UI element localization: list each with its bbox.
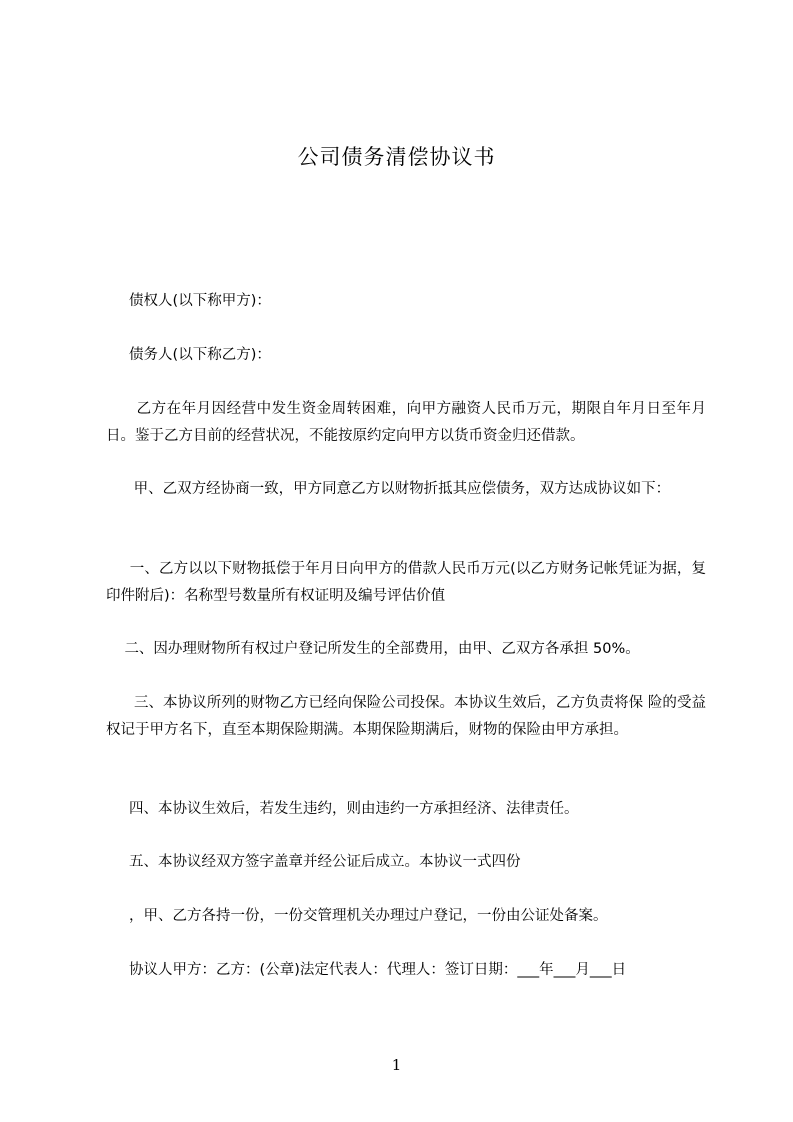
clause-1: 一、乙方以以下财物抵偿于年月日向甲方的借款人民币万元(以乙方财务记帐凭证为据，复印件附后)：名称型号数量所有权证明及编号评估价值 <box>106 561 707 604</box>
background-paragraph: 乙方在年月因经营中发生资金周转困难，向甲方融资人民币万元，期限自年月日至年月日。鉴于乙方目前的经营状况，不能按原约定向甲方以货币资金归还借款。 <box>106 401 707 444</box>
signature-line: 协议人甲方：乙方：(公章)法定代表人：代理人：签订日期：___年___月___日 <box>106 962 627 978</box>
document-title: 公司债务清偿协议书 <box>297 145 496 169</box>
clause-5: 五、本协议经双方签字盖章并经公证后成立。本协议一式四份 <box>106 854 521 870</box>
agreement-intro-paragraph: 甲、乙双方经协商一致，甲方同意乙方以财物折抵其应偿债务，双方达成协议如下： <box>106 481 671 497</box>
debtor-line: 债务人(以下称乙方)： <box>106 347 271 363</box>
clause-3: 三、本协议所列的财物乙方已经向保险公司投保。本协议生效后，乙方负责将保 险的受益权记于甲方名下，直至本期保险期满。本期保险期满后，财物的保险由甲方承担。 <box>106 695 706 738</box>
clause-5-continued: ，甲、乙方各持一份，一份交管理机关办理过户登记，一份由公证处备案。 <box>106 908 608 924</box>
page-number: 1 <box>391 1056 402 1074</box>
creditor-line: 债权人(以下称甲方)： <box>106 293 271 309</box>
clause-2: 二、因办理财物所有权过户登记所发生的全部费用，由甲、乙双方各承担 50%。 <box>106 641 640 657</box>
clause-4: 四、本协议生效后，若发生违约，则由违约一方承担经济、法律责任。 <box>106 801 579 817</box>
